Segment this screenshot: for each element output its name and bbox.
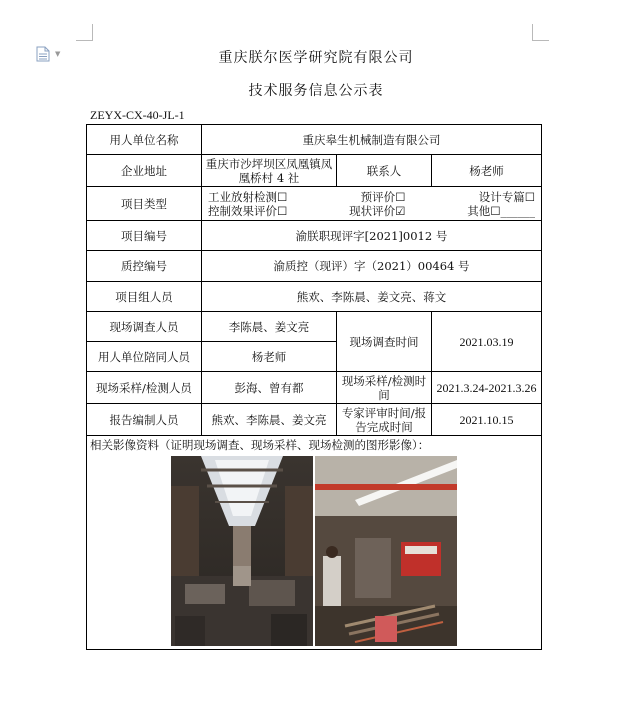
table-row	[87, 251, 542, 282]
survey-staff-value: 李陈晨、姜文亮	[202, 312, 337, 342]
employer-value: 重庆皋生机械制造有限公司	[202, 125, 542, 155]
address-value: 重庆市沙坪坝区凤凰镇凤凰桥村 4 社	[202, 155, 337, 187]
review-time-label: 专家评审时间/报告完成时间	[337, 404, 432, 436]
option-design[interactable]: 设计专篇☐	[478, 189, 536, 204]
photo-factory-hall[interactable]	[171, 456, 313, 646]
table-row	[87, 125, 542, 155]
address-label: 企业地址	[87, 155, 202, 187]
option-control-effect[interactable]: 控制效果评价☐	[208, 203, 288, 218]
table-row	[87, 221, 542, 251]
sampling-time-value: 2021.3.24-2021.3.26	[432, 372, 542, 404]
images-cell	[87, 436, 542, 650]
project-no-value: 渝朕职现评字[2021]0012 号	[202, 221, 542, 251]
employer-label: 用人单位名称	[87, 125, 202, 155]
company-title: 重庆朕尔医学研究院有限公司	[218, 50, 414, 66]
escort-value: 杨老师	[202, 342, 337, 372]
table-row	[87, 404, 542, 436]
option-radiation[interactable]: 工业放射检测☐	[208, 189, 288, 204]
report-staff-value: 熊欢、李陈晨、姜文亮	[202, 404, 337, 436]
form-title: 技术服务信息公示表	[248, 83, 384, 99]
contact-label: 联系人	[337, 155, 432, 187]
survey-time-value: 2021.03.19	[432, 312, 542, 372]
option-other[interactable]: 其他☐______	[467, 203, 536, 218]
chevron-down-icon[interactable]: ▼	[55, 50, 61, 58]
project-type-label: 项目类型	[87, 187, 202, 221]
table-row	[87, 282, 542, 312]
crop-mark-left	[76, 24, 93, 41]
qc-no-label: 质控编号	[87, 251, 202, 282]
survey-staff-label: 现场调查人员	[87, 312, 202, 342]
team-label: 项目组人员	[87, 282, 202, 312]
team-value: 熊欢、李陈晨、姜文亮、蒋文	[202, 282, 542, 312]
sampling-staff-label: 现场采样/检测人员	[87, 372, 202, 404]
table-row	[87, 187, 542, 221]
project-type-options	[202, 187, 542, 221]
doc-code: ZEYX-CX-40-JL-1	[90, 108, 185, 122]
project-no-label: 项目编号	[87, 221, 202, 251]
table-row	[87, 155, 542, 187]
sampling-staff-value: 彭海、曾有都	[202, 372, 337, 404]
info-table	[86, 124, 542, 650]
sampling-time-label: 现场采样/检测时间	[337, 372, 432, 404]
crop-mark-right	[532, 24, 549, 41]
table-row	[87, 372, 542, 404]
photo-workshop-sampling[interactable]	[315, 456, 457, 646]
option-pre-evaluation[interactable]: 预评价☐	[360, 189, 406, 204]
escort-label: 用人单位陪同人员	[87, 342, 202, 372]
report-staff-label: 报告编制人员	[87, 404, 202, 436]
contact-value: 杨老师	[432, 155, 542, 187]
review-time-value: 2021.10.15	[432, 404, 542, 436]
qc-no-value: 渝质控（现评）字（2021）00464 号	[202, 251, 542, 282]
images-caption: 相关影像资料（证明现场调查、现场采样、现场检测的图形影像）：	[90, 438, 430, 452]
table-row	[87, 436, 542, 650]
table-row	[87, 312, 542, 342]
survey-time-label: 现场调查时间	[337, 312, 432, 372]
option-status-evaluation[interactable]: 现状评价☑	[349, 203, 406, 218]
